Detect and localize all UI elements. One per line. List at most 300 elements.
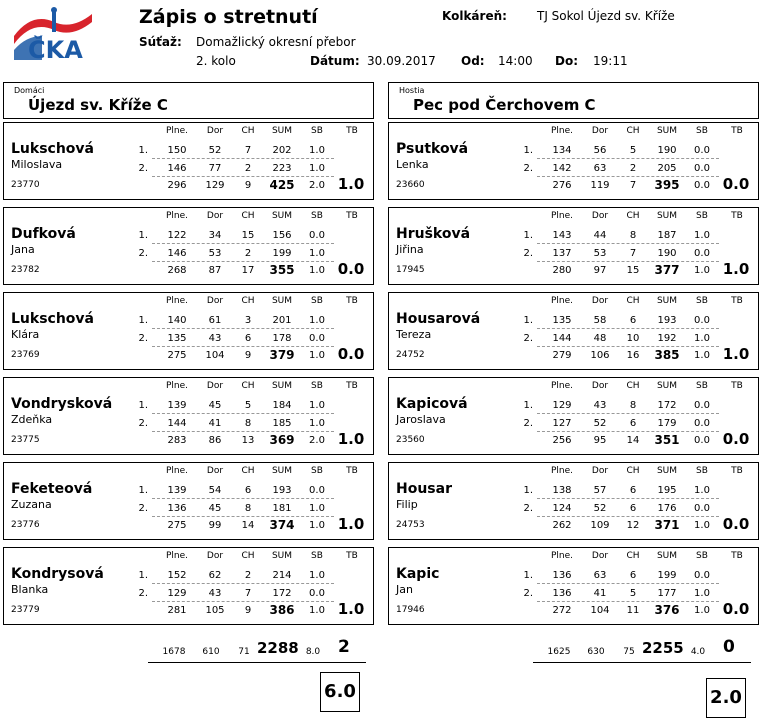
- col-header-plne: Plne.: [550, 551, 574, 561]
- total-sum: 425: [269, 178, 295, 192]
- round2-ch: 8: [244, 503, 252, 514]
- round1-sum: 202: [272, 145, 292, 156]
- total-dor: 104: [590, 605, 610, 616]
- round1-ch: 6: [629, 570, 637, 581]
- row-divider: [537, 243, 719, 244]
- away-player-box: [388, 462, 759, 540]
- round1-plne: 140: [167, 315, 187, 326]
- round1-dor: 63: [593, 570, 607, 581]
- home-team-name: Újezd sv. Kříže C: [28, 96, 168, 114]
- col-header-tb: TB: [346, 551, 358, 561]
- round1-dor: 43: [593, 400, 607, 411]
- player-first-name: Zuzana: [11, 498, 52, 511]
- away-total-line: [533, 662, 751, 663]
- away-total-points: 0: [723, 637, 735, 657]
- sutaz-value: Domažlický okresní přebor: [196, 35, 356, 49]
- round2-ch: 5: [629, 588, 637, 599]
- round1-sb: 0.0: [309, 230, 325, 241]
- round1-ch: 8: [629, 400, 637, 411]
- round1-ch: 15: [241, 230, 255, 241]
- page-title: Zápis o stretnutí: [139, 6, 318, 28]
- row-divider: [537, 516, 719, 517]
- round2-dor: 43: [208, 588, 222, 599]
- col-header-sum: SUM: [656, 551, 678, 561]
- round2-ch: 10: [626, 333, 640, 344]
- row-number: 1.: [523, 230, 533, 241]
- col-header-sb: SB: [311, 551, 323, 561]
- round1-plne: 135: [552, 315, 572, 326]
- round1-sum: 156: [272, 230, 292, 241]
- round1-sum: 193: [272, 485, 292, 496]
- col-header-sb: SB: [696, 296, 708, 306]
- round2-sb: 1.0: [309, 418, 325, 429]
- col-header-plne: Plne.: [550, 296, 574, 306]
- player-reg-number: 23660: [396, 180, 425, 190]
- row-divider: [152, 328, 334, 329]
- home-total-ch: 71: [238, 647, 250, 657]
- round1-dor: 52: [208, 145, 222, 156]
- round2-sb: 1.0: [309, 503, 325, 514]
- player-surname: Dufková: [11, 226, 76, 242]
- total-ch: 9: [244, 350, 252, 361]
- round1-ch: 3: [244, 315, 252, 326]
- col-header-sum: SUM: [271, 551, 293, 561]
- total-dor: 86: [208, 435, 222, 446]
- kolkaren-value: TJ Sokol Újezd sv. Kříže: [537, 9, 675, 23]
- col-header-dor: Dor: [591, 551, 609, 561]
- round1-dor: 58: [593, 315, 607, 326]
- round1-plne: 129: [552, 400, 572, 411]
- col-header-dor: Dor: [591, 381, 609, 391]
- round1-dor: 61: [208, 315, 222, 326]
- total-plne: 275: [167, 350, 187, 361]
- row-number: 1.: [523, 485, 533, 496]
- row-divider: [152, 431, 334, 432]
- total-dor: 99: [208, 520, 222, 531]
- total-sum: 374: [269, 518, 295, 532]
- round1-sum: 214: [272, 570, 292, 581]
- col-header-plne: Plne.: [165, 381, 189, 391]
- player-tb-points: 1.0: [337, 175, 365, 193]
- player-tb-points: 1.0: [337, 430, 365, 448]
- col-header-sum: SUM: [656, 381, 678, 391]
- total-sb: 1.0: [694, 350, 710, 361]
- player-first-name: Blanka: [11, 583, 49, 596]
- total-sum: 385: [654, 348, 680, 362]
- col-header-ch: CH: [626, 211, 640, 221]
- player-first-name: Filip: [396, 498, 418, 511]
- away-label: Hostia: [399, 86, 425, 95]
- player-reg-number: 23782: [11, 265, 40, 275]
- round2-ch: 6: [629, 418, 637, 429]
- home-total-points: 2: [338, 637, 350, 657]
- col-header-ch: CH: [626, 381, 640, 391]
- player-surname: Kondrysová: [11, 566, 104, 582]
- round2-sum: 178: [272, 333, 292, 344]
- col-header-tb: TB: [731, 466, 743, 476]
- round2-sb: 0.0: [309, 333, 325, 344]
- player-tb-points: 0.0: [722, 430, 750, 448]
- round2-plne: 146: [167, 163, 187, 174]
- round1-plne: 139: [167, 485, 187, 496]
- round2-dor: 43: [208, 333, 222, 344]
- row-number: 2.: [138, 163, 148, 174]
- row-number: 2.: [138, 588, 148, 599]
- col-header-plne: Plne.: [550, 466, 574, 476]
- round1-sum: 195: [657, 485, 677, 496]
- row-number: 2.: [523, 248, 533, 259]
- player-reg-number: 23775: [11, 435, 40, 445]
- total-dor: 97: [593, 265, 607, 276]
- row-divider: [537, 413, 719, 414]
- col-header-sb: SB: [696, 551, 708, 561]
- kolkaren-label: Kolkáreň:: [442, 9, 507, 23]
- player-first-name: Miloslava: [11, 158, 63, 171]
- col-header-plne: Plne.: [550, 211, 574, 221]
- player-first-name: Jiřina: [396, 243, 424, 256]
- total-sb: 0.0: [694, 435, 710, 446]
- row-number: 2.: [523, 418, 533, 429]
- row-divider: [537, 431, 719, 432]
- away-total-sum: 2255: [642, 639, 684, 657]
- col-header-plne: Plne.: [165, 126, 189, 136]
- round1-ch: 8: [629, 230, 637, 241]
- total-sum: 351: [654, 433, 680, 447]
- total-sum: 377: [654, 263, 680, 277]
- sutaz-label: Súťaž:: [139, 35, 182, 49]
- round1-sb: 1.0: [694, 485, 710, 496]
- col-header-sum: SUM: [271, 126, 293, 136]
- od-value: 14:00: [498, 54, 533, 68]
- total-sb: 1.0: [309, 350, 325, 361]
- player-first-name: Jaroslava: [396, 413, 446, 426]
- round2-sb: 0.0: [309, 588, 325, 599]
- round2-ch: 6: [244, 333, 252, 344]
- player-reg-number: 24752: [396, 350, 425, 360]
- col-header-tb: TB: [346, 126, 358, 136]
- datum-value: 30.09.2017: [367, 54, 436, 68]
- total-plne: 262: [552, 520, 572, 531]
- row-divider: [152, 498, 334, 499]
- home-final-score: 6.0: [320, 672, 360, 712]
- round2-sb: 0.0: [694, 163, 710, 174]
- row-number: 2.: [523, 333, 533, 344]
- total-sum: 379: [269, 348, 295, 362]
- away-total-plne: 1625: [547, 647, 571, 657]
- round2-sum: 172: [272, 588, 292, 599]
- row-divider: [152, 601, 334, 602]
- row-divider: [152, 516, 334, 517]
- total-plne: 281: [167, 605, 187, 616]
- player-first-name: Tereza: [396, 328, 432, 341]
- total-ch: 14: [241, 520, 255, 531]
- row-number: 2.: [138, 248, 148, 259]
- round1-sum: 201: [272, 315, 292, 326]
- round2-dor: 52: [593, 503, 607, 514]
- row-divider: [537, 346, 719, 347]
- round1-sum: 172: [657, 400, 677, 411]
- round2-ch: 2: [244, 248, 252, 259]
- kolo-value: 2. kolo: [196, 54, 236, 68]
- round1-sum: 184: [272, 400, 292, 411]
- round2-sum: 199: [272, 248, 292, 259]
- round2-plne: 144: [552, 333, 572, 344]
- player-first-name: Jan: [396, 583, 413, 596]
- total-ch: 9: [244, 180, 252, 191]
- row-divider: [537, 328, 719, 329]
- home-player-box: [3, 462, 374, 540]
- row-number: 2.: [138, 333, 148, 344]
- col-header-sum: SUM: [656, 126, 678, 136]
- player-reg-number: 23769: [11, 350, 40, 360]
- col-header-plne: Plne.: [165, 466, 189, 476]
- round2-plne: 129: [167, 588, 187, 599]
- col-header-tb: TB: [731, 126, 743, 136]
- round2-dor: 48: [593, 333, 607, 344]
- home-team-box: [3, 82, 374, 119]
- datum-label: Dátum:: [310, 54, 360, 68]
- total-ch: 9: [244, 605, 252, 616]
- row-number: 1.: [523, 315, 533, 326]
- total-dor: 109: [590, 520, 610, 531]
- total-dor: 87: [208, 265, 222, 276]
- col-header-sum: SUM: [656, 466, 678, 476]
- player-tb-points: 0.0: [722, 600, 750, 618]
- player-surname: Vondrysková: [11, 396, 113, 412]
- player-surname: Lukschová: [11, 141, 94, 157]
- round2-sum: 176: [657, 503, 677, 514]
- row-number: 2.: [523, 163, 533, 174]
- total-ch: 14: [626, 435, 640, 446]
- round2-sum: 205: [657, 163, 677, 174]
- player-surname: Psutková: [396, 141, 469, 157]
- round2-sb: 1.0: [694, 333, 710, 344]
- col-header-dor: Dor: [206, 466, 224, 476]
- round1-sb: 0.0: [694, 145, 710, 156]
- col-header-tb: TB: [731, 296, 743, 306]
- home-player-box: [3, 377, 374, 455]
- row-divider: [152, 158, 334, 159]
- round2-ch: 7: [244, 588, 252, 599]
- round2-dor: 53: [208, 248, 222, 259]
- round1-ch: 6: [629, 315, 637, 326]
- round1-plne: 134: [552, 145, 572, 156]
- col-header-sb: SB: [311, 296, 323, 306]
- round1-ch: 2: [244, 570, 252, 581]
- round2-plne: 136: [552, 588, 572, 599]
- total-dor: 105: [205, 605, 225, 616]
- row-divider: [537, 498, 719, 499]
- total-sum: 369: [269, 433, 295, 447]
- player-surname: Lukschová: [11, 311, 94, 327]
- round2-plne: 146: [167, 248, 187, 259]
- round2-dor: 52: [593, 418, 607, 429]
- round1-sum: 193: [657, 315, 677, 326]
- round1-plne: 136: [552, 570, 572, 581]
- row-number: 1.: [138, 485, 148, 496]
- row-divider: [537, 176, 719, 177]
- player-surname: Housar: [396, 481, 452, 497]
- round1-sum: 190: [657, 145, 677, 156]
- round1-sb: 0.0: [694, 315, 710, 326]
- col-header-sb: SB: [696, 381, 708, 391]
- col-header-sum: SUM: [271, 466, 293, 476]
- player-tb-points: 0.0: [337, 345, 365, 363]
- total-sum: 386: [269, 603, 295, 617]
- total-sb: 1.0: [309, 265, 325, 276]
- round1-ch: 5: [629, 145, 637, 156]
- col-header-sb: SB: [311, 466, 323, 476]
- away-final-score: 2.0: [706, 678, 746, 718]
- player-tb-points: 0.0: [722, 515, 750, 533]
- home-total-dor: 610: [202, 647, 220, 657]
- player-tb-points: 1.0: [722, 260, 750, 278]
- total-ch: 15: [626, 265, 640, 276]
- row-divider: [152, 346, 334, 347]
- round1-plne: 139: [167, 400, 187, 411]
- col-header-ch: CH: [241, 551, 255, 561]
- total-sb: 0.0: [694, 180, 710, 191]
- col-header-tb: TB: [346, 381, 358, 391]
- round2-plne: 142: [552, 163, 572, 174]
- round2-sum: 177: [657, 588, 677, 599]
- round1-sb: 1.0: [309, 400, 325, 411]
- total-sum: 376: [654, 603, 680, 617]
- round1-sb: 0.0: [309, 485, 325, 496]
- total-sum: 355: [269, 263, 295, 277]
- round2-plne: 124: [552, 503, 572, 514]
- round1-plne: 143: [552, 230, 572, 241]
- row-number: 1.: [138, 230, 148, 241]
- round2-sb: 0.0: [694, 418, 710, 429]
- round1-dor: 54: [208, 485, 222, 496]
- col-header-tb: TB: [346, 466, 358, 476]
- round1-sb: 0.0: [694, 570, 710, 581]
- player-surname: Hrušková: [396, 226, 471, 242]
- away-total-sb: 4.0: [690, 647, 706, 657]
- col-header-dor: Dor: [591, 296, 609, 306]
- round1-plne: 150: [167, 145, 187, 156]
- round2-ch: 7: [629, 248, 637, 259]
- col-header-dor: Dor: [591, 211, 609, 221]
- round1-dor: 44: [593, 230, 607, 241]
- player-reg-number: 23779: [11, 605, 40, 615]
- row-number: 2.: [138, 503, 148, 514]
- round1-sb: 1.0: [309, 145, 325, 156]
- total-ch: 12: [626, 520, 640, 531]
- player-tb-points: 1.0: [722, 345, 750, 363]
- away-player-box: [388, 292, 759, 370]
- home-player-box: [3, 207, 374, 285]
- player-surname: Housarová: [396, 311, 481, 327]
- row-number: 2.: [523, 503, 533, 514]
- player-reg-number: 23770: [11, 180, 40, 190]
- round1-ch: 6: [244, 485, 252, 496]
- cka-logo: [12, 6, 94, 62]
- round2-plne: 144: [167, 418, 187, 429]
- home-player-box: [3, 547, 374, 625]
- row-divider: [537, 261, 719, 262]
- total-sb: 2.0: [309, 180, 325, 191]
- round1-sb: 1.0: [309, 570, 325, 581]
- round2-sb: 0.0: [694, 503, 710, 514]
- total-sb: 1.0: [694, 265, 710, 276]
- home-total-line: [148, 662, 366, 663]
- home-total-plne: 1678: [162, 647, 186, 657]
- total-sb: 1.0: [309, 520, 325, 531]
- player-first-name: Klára: [11, 328, 40, 341]
- total-sum: 395: [654, 178, 680, 192]
- total-plne: 280: [552, 265, 572, 276]
- total-plne: 276: [552, 180, 572, 191]
- player-reg-number: 17945: [396, 265, 425, 275]
- row-divider: [537, 601, 719, 602]
- total-dor: 106: [590, 350, 610, 361]
- row-divider: [152, 413, 334, 414]
- round2-dor: 41: [593, 588, 607, 599]
- total-sb: 2.0: [309, 435, 325, 446]
- col-header-ch: CH: [241, 211, 255, 221]
- home-player-box: [3, 292, 374, 370]
- col-header-sum: SUM: [271, 211, 293, 221]
- round1-sum: 199: [657, 570, 677, 581]
- away-player-box: [388, 377, 759, 455]
- col-header-ch: CH: [626, 466, 640, 476]
- round1-ch: 5: [244, 400, 252, 411]
- col-header-dor: Dor: [206, 296, 224, 306]
- row-divider: [152, 583, 334, 584]
- away-total-ch: 75: [623, 647, 635, 657]
- away-player-box: [388, 122, 759, 200]
- col-header-ch: CH: [626, 296, 640, 306]
- round1-sb: 1.0: [309, 315, 325, 326]
- round2-sum: 181: [272, 503, 292, 514]
- col-header-ch: CH: [241, 381, 255, 391]
- total-plne: 272: [552, 605, 572, 616]
- total-dor: 104: [205, 350, 225, 361]
- round2-ch: 2: [629, 163, 637, 174]
- col-header-plne: Plne.: [165, 211, 189, 221]
- player-surname: Kapic: [396, 566, 440, 582]
- total-sb: 1.0: [309, 605, 325, 616]
- round1-sum: 187: [657, 230, 677, 241]
- col-header-sb: SB: [696, 466, 708, 476]
- round1-sb: 0.0: [694, 400, 710, 411]
- player-first-name: Lenka: [396, 158, 429, 171]
- total-ch: 7: [629, 180, 637, 191]
- player-first-name: Jana: [11, 243, 35, 256]
- col-header-dor: Dor: [206, 381, 224, 391]
- col-header-dor: Dor: [206, 551, 224, 561]
- col-header-dor: Dor: [591, 126, 609, 136]
- total-sum: 371: [654, 518, 680, 532]
- total-dor: 95: [593, 435, 607, 446]
- player-first-name: Zdeňka: [11, 413, 53, 426]
- col-header-ch: CH: [241, 296, 255, 306]
- col-header-ch: CH: [241, 126, 255, 136]
- col-header-sum: SUM: [656, 211, 678, 221]
- player-tb-points: 1.0: [337, 600, 365, 618]
- total-ch: 11: [626, 605, 640, 616]
- row-number: 2.: [523, 588, 533, 599]
- svg-text:ČKA: ČKA: [28, 36, 83, 62]
- round2-dor: 41: [208, 418, 222, 429]
- total-sb: 1.0: [694, 520, 710, 531]
- round2-sum: 179: [657, 418, 677, 429]
- round2-dor: 45: [208, 503, 222, 514]
- row-number: 1.: [523, 400, 533, 411]
- round2-plne: 136: [167, 503, 187, 514]
